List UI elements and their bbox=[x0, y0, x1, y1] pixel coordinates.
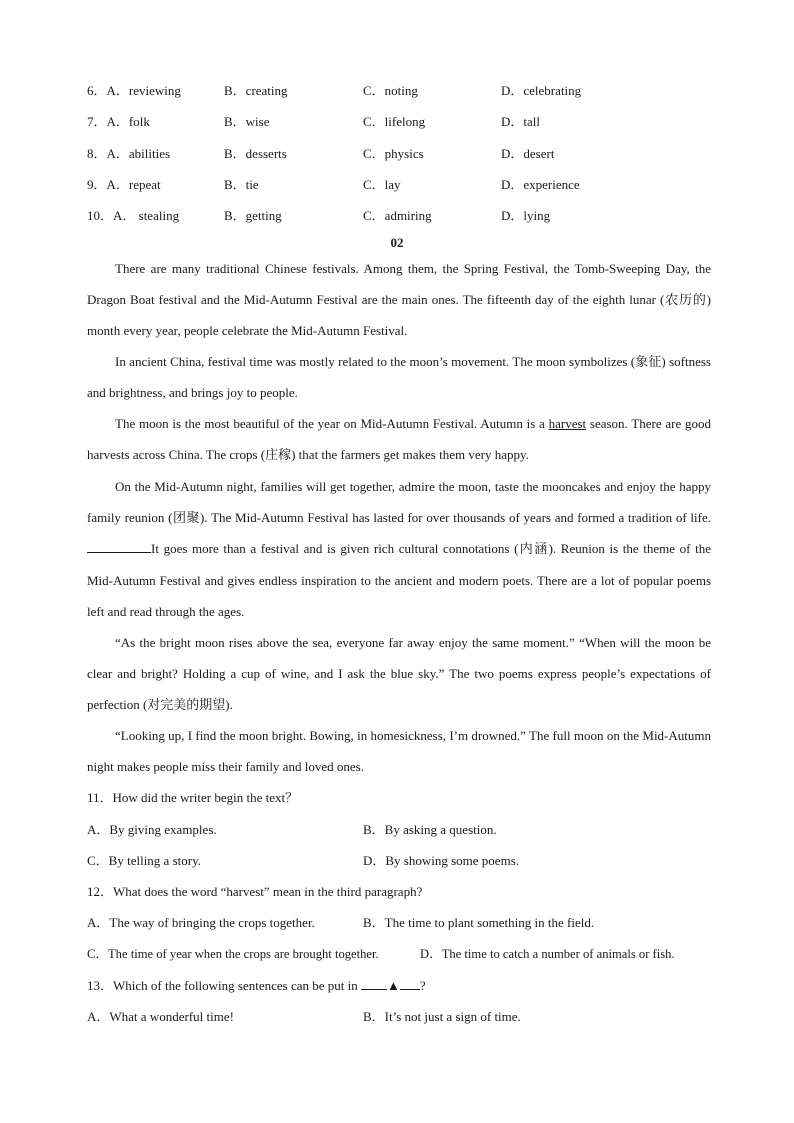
answer-blank bbox=[87, 540, 151, 553]
passage-paragraph-1 bbox=[87, 253, 711, 347]
question-11-option-a: A．By giving examples. bbox=[87, 822, 217, 837]
option-a: 6．A．reviewing bbox=[87, 83, 181, 98]
question-11-option-b: B．By asking a question. bbox=[363, 822, 497, 837]
underlined-word: harvest bbox=[548, 416, 587, 431]
option-d: D．lying bbox=[501, 208, 551, 223]
passage-paragraph-2 bbox=[87, 346, 711, 408]
option-d: D．desert bbox=[501, 146, 555, 161]
option-a: 9．A．repeat bbox=[87, 177, 161, 192]
option-b: B．creating bbox=[224, 83, 288, 98]
paragraph-text: season. There are good harvests across China. The crops (庄稼) that the farmers get makes them very happy. bbox=[87, 416, 711, 463]
paragraph-text: There are many traditional Chinese festivals. Among them, the Spring Festival, the Tomb-Sweeping Day, the Dragon Boat festival and the Mid-Autumn Festival are the main ones. The fifteenth day of the eighth lunar (农历的) month every year, people celebrate the Mid-Autumn Festival. bbox=[87, 261, 711, 339]
paragraph-text: “As the bright moon rises above the sea, everyone far away enjoy the same moment.” “When will the moon be clear and bright? Holding a cup of wine, and I ask the blue sky.” The two poems express people’s expectations of perfection (对完美的期望). bbox=[87, 635, 711, 713]
option-d: D．celebrating bbox=[501, 83, 582, 98]
paragraph-text: The moon is the most beautiful of the year on Mid-Autumn Festival. Autumn is a bbox=[115, 416, 549, 431]
option-c: C．physics bbox=[363, 146, 424, 161]
stem-text: 13．Which of the following sentences can be put in bbox=[87, 978, 362, 993]
paragraph-text: On the Mid-Autumn night, families will get together, admire the moon, taste the mooncakes and enjoy the happy family reunion (团聚). The Mid-Autumn Festival has lasted for over thousands of years and formed a tradition of life. bbox=[87, 479, 711, 526]
option-b: B．tie bbox=[224, 177, 259, 192]
question-12-stem: 12．What does the word “harvest” mean in the third paragraph? bbox=[87, 884, 423, 899]
question-12-option-c: C．The time of year when the crops are brought together. bbox=[87, 947, 379, 961]
question-13-option-b: B．It’s not just a sign of time. bbox=[363, 1009, 521, 1024]
question-12-option-d: D．The time to catch a number of animals or fish. bbox=[420, 947, 675, 961]
paragraph-text: “Looking up, I find the moon bright. Bowing, in homesickness, I’m drowned.” The full moon on the Mid-Autumn night makes people miss their family and loved ones. bbox=[87, 728, 711, 775]
passage-paragraph-5 bbox=[87, 627, 711, 721]
option-b: B．desserts bbox=[224, 146, 287, 161]
question-12-option-a: A．The way of bringing the crops together. bbox=[87, 915, 315, 930]
option-c: C．noting bbox=[363, 83, 418, 98]
question-13-stem bbox=[87, 976, 426, 996]
section-heading: 02 bbox=[390, 235, 404, 250]
option-d: D．tall bbox=[501, 114, 540, 129]
paragraph-text: It goes more than a festival and is given rich cultural connotations (内涵). Reunion is the theme of the Mid-Autumn Festival and gives endless inspiration to the ancient and modern poets. There are a lot of popular poems left and read through the ages. bbox=[87, 541, 711, 619]
option-c: C．lifelong bbox=[363, 114, 426, 129]
passage-paragraph-4 bbox=[87, 471, 711, 627]
stem-text: ? bbox=[419, 978, 426, 993]
paragraph-text: In ancient China, festival time was mostly related to the moon’s movement. The moon symbolizes (象征) softness and brightness, and brings joy to people. bbox=[87, 354, 711, 401]
option-c: C．lay bbox=[363, 177, 401, 192]
answer-blank bbox=[400, 977, 420, 990]
question-11-stem: 11．How did the writer begin the text？ bbox=[87, 790, 299, 805]
passage-paragraph-6 bbox=[87, 720, 711, 782]
option-b: B．getting bbox=[224, 208, 282, 223]
option-c: C．admiring bbox=[363, 208, 432, 223]
option-d: D．experience bbox=[501, 177, 580, 192]
option-a: 7．A．folk bbox=[87, 114, 150, 129]
option-a: 8．A．abilities bbox=[87, 146, 171, 161]
passage-paragraph-3 bbox=[87, 408, 711, 470]
option-a: 10．A． stealing bbox=[87, 208, 180, 223]
answer-blank bbox=[361, 977, 387, 990]
question-13-option-a: A．What a wonderful time! bbox=[87, 1009, 234, 1024]
question-12-option-b: B．The time to plant something in the field. bbox=[363, 915, 595, 930]
question-11-option-c: C．By telling a story. bbox=[87, 853, 201, 868]
option-b: B．wise bbox=[224, 114, 270, 129]
question-11-option-d: D．By showing some poems. bbox=[363, 853, 520, 868]
triangle-marker-icon: ▲ bbox=[387, 978, 400, 993]
